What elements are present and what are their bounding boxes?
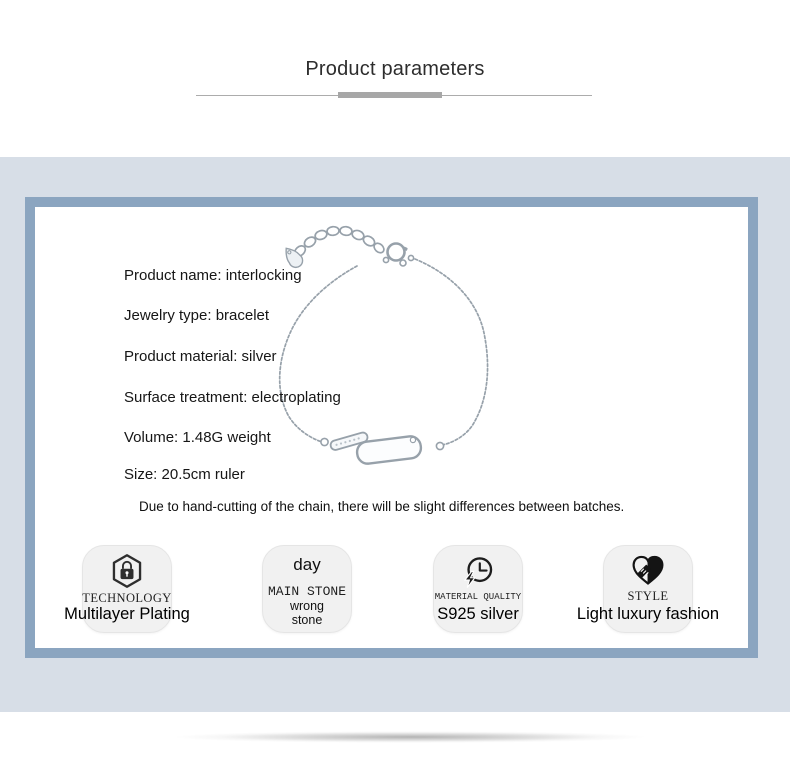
spec-product-name: Product name: interlocking — [124, 267, 302, 284]
feature-main-stone-label-line1: wrong — [289, 599, 325, 613]
lightning-clock-icon — [460, 553, 496, 589]
feature-technology-tag: TECHNOLOGY — [82, 591, 172, 605]
spec-jewelry-type: Jewelry type: bracelet — [124, 307, 270, 324]
feature-material-quality — [433, 545, 523, 633]
feature-material-quality-tag: MATERIAL QUALITY — [434, 592, 522, 602]
batch-difference-note: Due to hand-cutting of the chain, there will be slight differences between batches. — [139, 499, 625, 514]
heart-handshake-icon — [630, 553, 666, 587]
feature-main-stone-box — [262, 545, 352, 633]
divider-accent-bar — [338, 92, 442, 98]
spec-volume: Volume: 1.48G weight — [124, 429, 271, 446]
feature-main-stone-top-text: day — [293, 555, 321, 574]
panel-frame — [25, 197, 758, 658]
feature-main-stone-tag: MAIN STONE — [267, 584, 346, 599]
feature-main-stone — [262, 545, 352, 633]
feature-main-stone-label-line2: stone — [291, 613, 323, 627]
bracelet-product-image — [253, 205, 543, 495]
spec-surface-treatment: Surface treatment: electroplating — [124, 389, 341, 406]
panel-card — [35, 207, 748, 648]
page-title: Product parameters — [305, 58, 485, 80]
feature-material-quality-label: S925 silver — [437, 605, 519, 623]
feature-technology-label: Multilayer Plating — [64, 605, 190, 623]
parameters-section — [0, 157, 790, 712]
spec-product-material: Product material: silver — [124, 348, 277, 365]
feature-technology — [64, 545, 190, 633]
hexagon-lock-icon — [110, 553, 144, 589]
spec-size: Size: 20.5cm ruler — [124, 466, 245, 483]
feature-style-tag: STYLE — [627, 589, 669, 603]
title-divider — [196, 91, 592, 101]
feature-style-label: Light luxury fashion — [576, 605, 720, 623]
feature-style — [576, 545, 720, 633]
section-drop-shadow — [95, 729, 725, 745]
